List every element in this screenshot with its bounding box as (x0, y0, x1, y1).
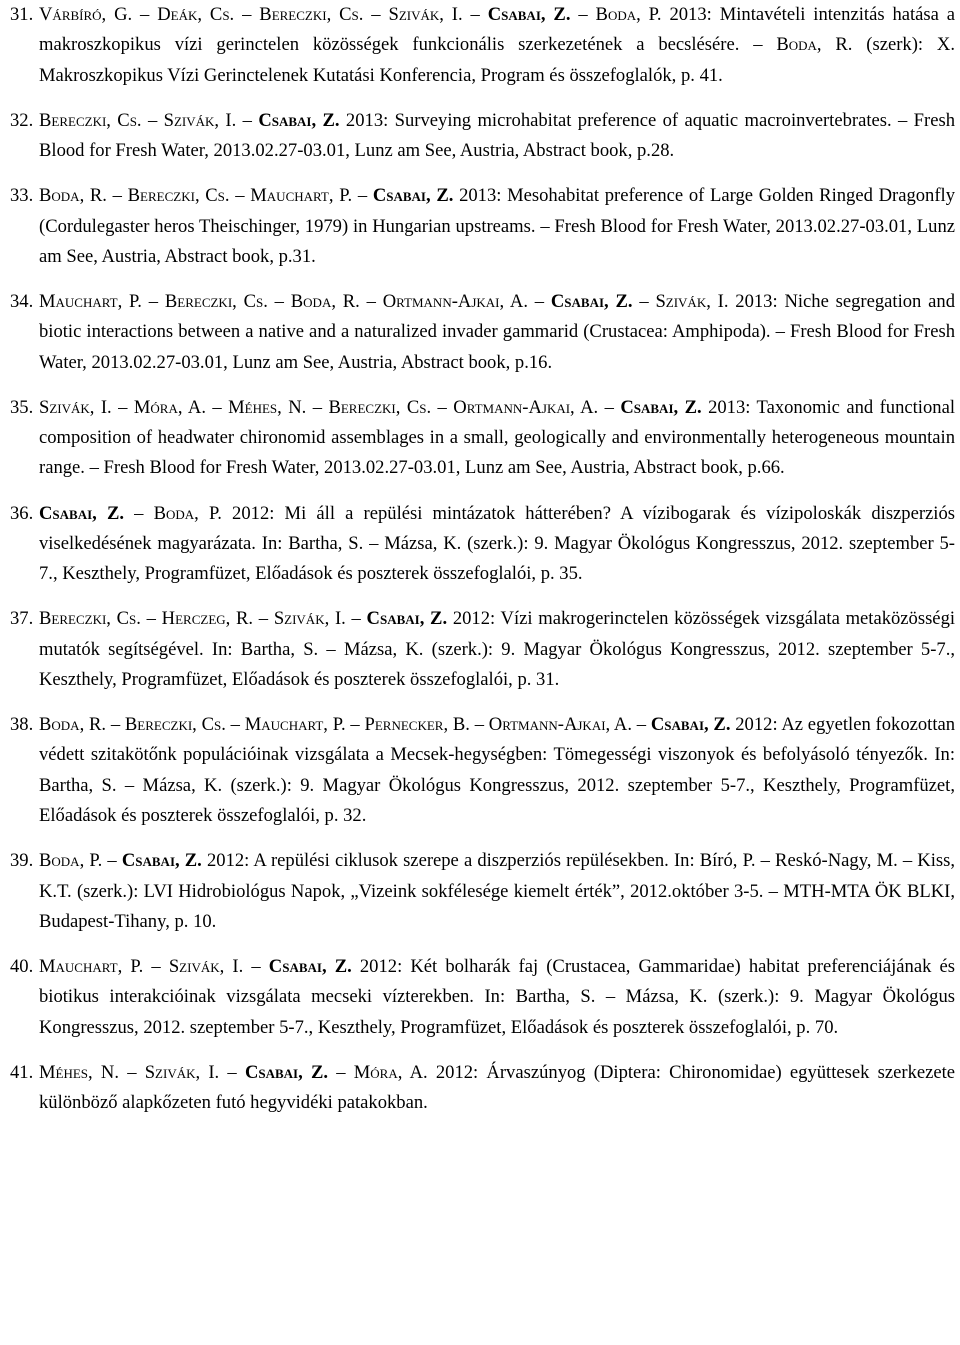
author-name: Csabai, Z. (258, 109, 340, 131)
reference-text: – (363, 4, 389, 25)
author-name: Móra, A. (353, 1061, 428, 1083)
reference-number: 41. (10, 1061, 34, 1083)
reference-number: 36. (10, 502, 34, 524)
reference-text: 2013: Taxonomic and functional composition of headwater chironomid assemblages in a small, geologically and environmentally heterogeneous mountain range. – Fresh Blood for Fresh Water, 2013.02.27-03.01, Lunz am See, Austria, Abstract book, p.66. (39, 396, 955, 479)
reference-text: – (111, 396, 134, 418)
author-name: Csabai, Z. (366, 608, 448, 630)
reference-text: – (267, 291, 291, 313)
reference-text: – (462, 4, 488, 25)
reference-text: – (570, 4, 596, 25)
author-name: Csabai, Z. (550, 291, 633, 313)
reference-number: 35. (10, 396, 34, 418)
author-name: Boda, R. (290, 291, 360, 313)
reference-text: 2012: Vízi makrogerinctelen közösségek vizsgálata metaközösségi mutatók segítségével. In: Bartha, S. – Mázsa, K. (szerk.): 9. Magyar Ökológus Kongresszus, 2012. szeptember 5-7., Keszthely, Programfüzet, Előadások és poszterek összefoglalói, p. 31. (39, 608, 956, 690)
author-name: Ortmann-Ajkai, A. (488, 714, 632, 736)
author-name: Boda, R. (39, 185, 107, 207)
author-name: Méhes, N. (39, 1061, 119, 1083)
reference-item (10, 393, 955, 484)
author-name: Szivák, I. (168, 956, 244, 978)
author-name: Csabai, Z. (487, 4, 571, 25)
reference-item (10, 710, 955, 831)
author-name: Boda, R. (39, 714, 107, 736)
reference-number: 33. (10, 185, 34, 207)
reference-item (10, 287, 955, 378)
reference-item (10, 1058, 955, 1119)
reference-text: – (132, 4, 158, 25)
author-name: Bereczki, Cs. (259, 4, 364, 25)
reference-text: – (352, 185, 373, 207)
reference-text: – (141, 291, 165, 313)
reference-text: 2013: Mesohabitat preference of Large Golden Ringed Dragonfly (Cordulegaster heros Theischinger, 1979) in Hungarian upstreams. – Fresh Blood for Fresh Water, 2013.02.27-03.01, Lunz am See, Austria, Abstract book, p.31. (39, 185, 956, 267)
reference-text: – (632, 291, 656, 313)
reference-number: 32. (10, 109, 34, 131)
author-name: Mauchart, P. (250, 185, 353, 207)
author-name: Szivák, I. (388, 4, 463, 25)
reference-text: – (124, 502, 154, 524)
author-name: Szivák, I. (273, 608, 346, 630)
reference-text: – (359, 291, 383, 313)
reference-text: – (469, 714, 489, 736)
author-name: Ortmann-Ajkai, A. (382, 291, 528, 313)
reference-item (10, 499, 955, 590)
reference-text: 2012: Mi áll a repülési mintázatok hátterében? A vízibogarak és vízipoloskák diszperziós viselkedésének magyarázata. In: Bartha, S. – Mázsa, K. (szerk.): 9. Magyar Ökológus Kongresszus, 2012. szeptember 5-7., Keszthely, Programfüzet, Előadások és poszterek összefoglalói, p. 35. (39, 502, 955, 585)
reference-text: 2013: Mintavételi intenzitás hatása a makroszkopikus vízi gerinctelen közösségek funkcionális szerkezetének a becslésére. – (39, 4, 956, 56)
author-name: Várbíró, G. (39, 4, 133, 25)
reference-text: – (141, 109, 164, 131)
author-name: Bereczki, Cs. (164, 291, 268, 313)
author-name: Szivák, I. (163, 109, 237, 131)
author-name: Boda, P. (39, 850, 103, 872)
reference-text: – (306, 396, 329, 418)
reference-text: – (431, 396, 454, 418)
reference-text: – (205, 396, 229, 418)
reference-text: – (243, 956, 269, 978)
reference-item (10, 0, 955, 91)
reference-text: – (102, 850, 122, 872)
author-name: Bereczki, Cs. (124, 714, 226, 736)
author-name: Mauchart, P. (39, 291, 142, 313)
reference-text: 2012: Az egyetlen fokozottan védett szitakötőnk populációinak vizsgálata a Mecsek-hegységben: Tömegességi viszonyok és befolyásoló tényezők. In: Bartha, S. – Mázsa, K. (szerk.): 9. Magyar Ökológus Kongresszus, 2012. szeptember 5-7., Keszthely, Programfüzet, Előadások és poszterek összefoglalói, p. 32. (39, 714, 956, 827)
author-name: Méhes, N. (228, 396, 307, 418)
author-name: Mauchart, P. (39, 956, 144, 978)
reference-text: 2012: Árvaszúnyog (Diptera: Chironomidae) együttesek szerkezete különböző alapkőzeten futó hegyvidéki patakokban. (39, 1061, 956, 1114)
author-name: Mauchart, P. (244, 714, 346, 736)
reference-item (10, 604, 955, 695)
reference-text: – (106, 185, 128, 207)
reference-text: – (225, 714, 245, 736)
author-name: Bereczki, Cs. (127, 185, 230, 207)
author-name: Szivák, I. (39, 396, 112, 418)
reference-item (10, 106, 955, 167)
author-name: Csabai, Z. (650, 714, 731, 736)
reference-number: 37. (10, 608, 34, 630)
reference-text: – (229, 185, 251, 207)
reference-number: 31. (10, 4, 34, 25)
reference-text: – (236, 109, 259, 131)
author-name: Pernecker, B. (364, 714, 470, 736)
reference-text: – (345, 608, 367, 630)
reference-text: – (527, 291, 551, 313)
reference-text: – (328, 1061, 354, 1083)
reference-number: 39. (10, 850, 34, 872)
reference-item (10, 846, 955, 937)
reference-text: – (598, 396, 621, 418)
reference-text: – (140, 608, 162, 630)
author-name: Boda, P. (153, 502, 222, 524)
reference-text: – (118, 1061, 145, 1083)
reference-text: 2012: A repülési ciklusok szerepe a diszperziós repülésekben. In: Bíró, P. – Reskó-Nagy, M. – Kiss, K.T. (szerk.): LVI Hidrobiológus Napok, „Vizeink sokfélesége kiemelt érték”, 2012.október 3-5. – MTH-MTA ÖK BLKI, Budapest-Tihany, p. 10. (39, 850, 956, 932)
reference-text: 2013: Niche segregation and biotic interactions between a native and a naturalized invader gammarid (Crustacea: Amphipoda). – Fresh Blood for Fresh Water, 2013.02.27-03.01, Lunz am See, Austria, Abstract book, p.16. (39, 291, 955, 373)
author-name: Csabai, Z. (268, 956, 352, 978)
author-name: Csabai, Z. (121, 850, 202, 872)
reference-text: – (632, 714, 651, 736)
author-name: Móra, A. (133, 396, 206, 418)
reference-text: – (234, 4, 260, 25)
reference-list (10, 0, 955, 1118)
author-name: Szivák, I. (655, 291, 729, 313)
reference-text: – (219, 1061, 245, 1083)
author-name: Ortmann-Ajkai, A. (453, 396, 599, 418)
author-name: Boda, R. (776, 34, 853, 56)
reference-text: – (143, 956, 169, 978)
reference-text: 2013: Surveying microhabitat preference of aquatic macroinvertebrates. – Fresh Blood for Fresh Water, 2013.02.27-03.01, Lunz am See, Austria, Abstract book, p.28. (39, 109, 955, 162)
author-name: Boda, P. (595, 4, 662, 25)
author-name: Csabai, Z. (620, 396, 702, 418)
reference-item (10, 952, 955, 1043)
reference-number: 34. (10, 291, 34, 313)
author-name: Csabai, Z. (372, 185, 454, 207)
author-name: Szivák, I. (144, 1061, 220, 1083)
author-name: Herczeg, R. (161, 608, 254, 630)
author-name: Deák, Cs. (157, 4, 235, 25)
reference-text: – (345, 714, 365, 736)
reference-text: (szerk): X. Makroszkopikus Vízi Gerinctelenek Kutatási Konferencia, Program és összefoglalók, p. 41. (39, 34, 955, 86)
reference-number: 38. (10, 714, 34, 736)
author-name: Bereczki, Cs. (39, 109, 142, 131)
author-name: Csabai, Z. (39, 502, 125, 524)
author-name: Bereczki, Cs. (328, 396, 432, 418)
author-name: Bereczki, Cs. (39, 608, 141, 630)
reference-item (10, 181, 955, 272)
reference-text: 2012: Két bolharák faj (Crustacea, Gammaridae) habitat preferenciájának és biotikus interakcióinak vizsgálata mecseki vízterekben. In: Bartha, S. – Mázsa, K. (szerk.): 9. Magyar Ökológus Kongresszus, 2012. szeptember 5-7., Keszthely, Programfüzet, Előadások és poszterek összefoglalói, p. 70. (39, 956, 956, 1038)
reference-number: 40. (10, 956, 34, 978)
reference-text: – (253, 608, 274, 630)
author-name: Csabai, Z. (244, 1061, 329, 1083)
reference-text: – (106, 714, 125, 736)
